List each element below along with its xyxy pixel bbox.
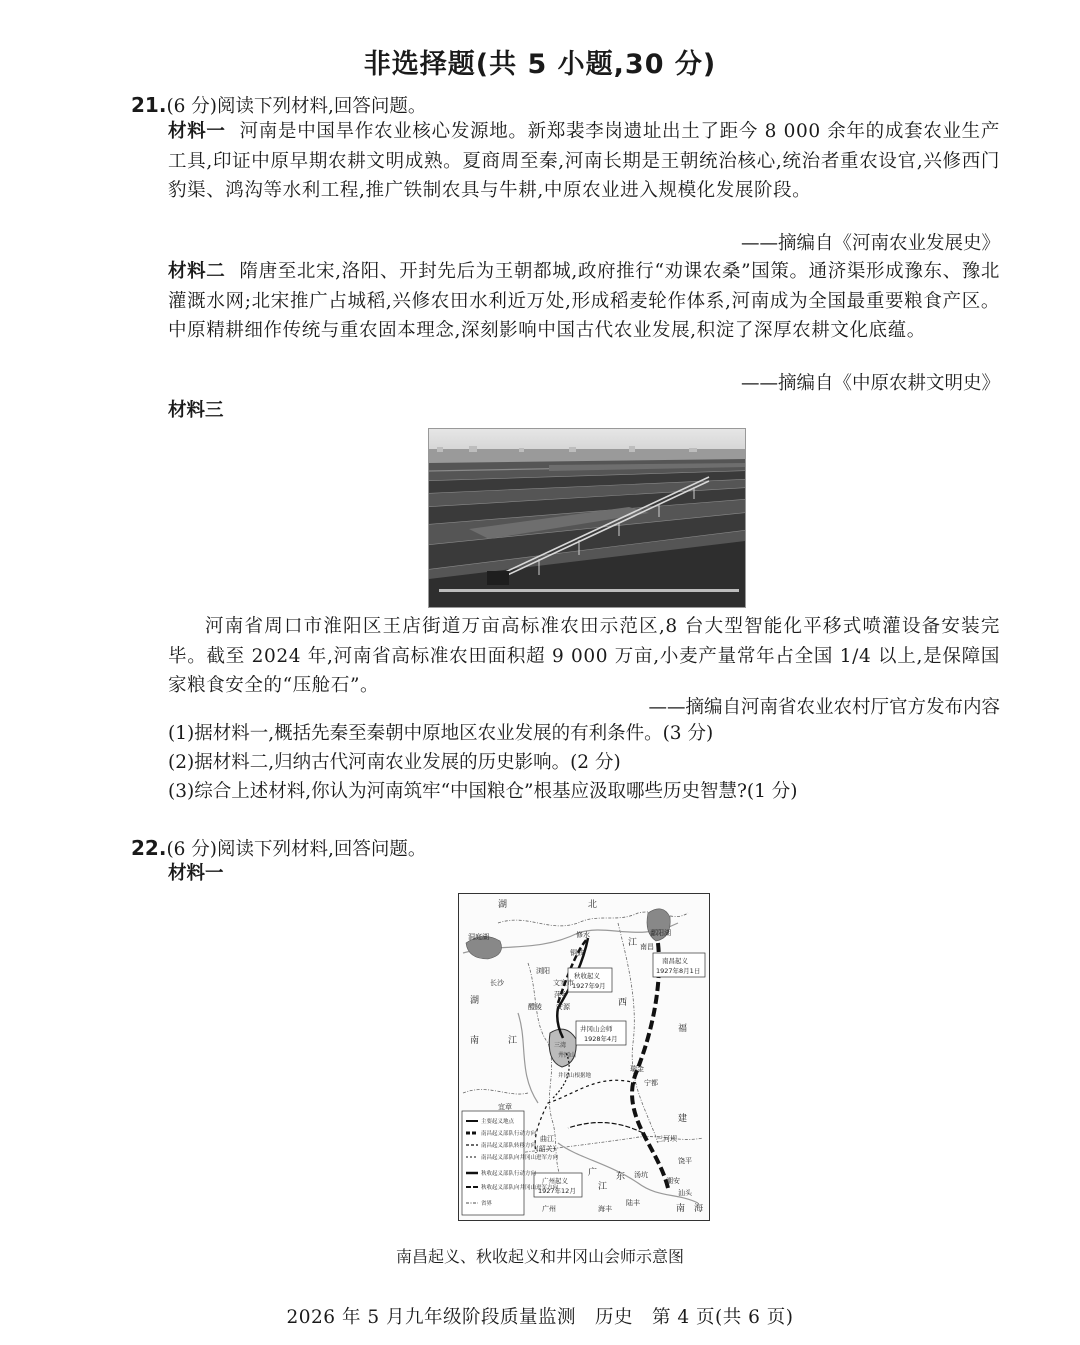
map-label-jiang3: 江 [598, 1182, 608, 1192]
callout-nanchang-title: 南昌起义 [662, 957, 688, 965]
q21-material1-source: ——摘编自《河南农业发展史》 [740, 233, 1000, 254]
legend-item-6: 秋收起义部队向井冈山进军方向 [481, 1185, 559, 1191]
map-label-pingxiang: 萍乡 [554, 991, 568, 999]
q21-material1-text: 河南是中国旱作农业核心发源地。新郑裴李岗遗址出土了距今 8 000 余年的成套农业生产工具,印证中原早期农耕文明成熟。夏商周至秦,河南长期是王朝统治核心,统治者重农设官,兴修西门豹渠、鸿沟等水利工程,推广铁制农具与牛耕,中原农业进入规模化发展阶段。 [168, 121, 1000, 201]
map-label-haifeng: 海丰 [598, 1205, 612, 1213]
q21-intro: (6 分)阅读下列材料,回答问题。 [166, 96, 427, 117]
map-label-sanheba: 三河坝 [656, 1135, 677, 1143]
map-label-changsha: 长沙 [490, 979, 504, 987]
callout-jgs-base: 井冈山根据地 [558, 1073, 592, 1079]
q21-material1-label: 材料一 [168, 121, 226, 142]
q22-material1-label-line [168, 860, 238, 888]
map-label-jiang: 江 [628, 938, 638, 948]
map-label-anyuan: 安源 [556, 1003, 570, 1011]
q21-material3-source: ——摘编自河南省农业农村厅官方发布内容 [648, 697, 1000, 718]
map-label-liuyang: 浏阳 [536, 967, 550, 975]
map-label-tangkeng: 汤坑 [634, 1171, 648, 1179]
map-label-chaoan: 潮安 [666, 1177, 680, 1185]
map-label-dong: 东 [616, 1172, 626, 1182]
map-label-hu: 湖 [470, 996, 480, 1006]
map-label-fu: 福 [678, 1024, 688, 1034]
legend-item-1: 主要起义地点 [481, 1119, 515, 1125]
map-label-dongting: 洞庭湖 [468, 933, 489, 941]
map-label-ruijin: 瑞金 [630, 1065, 644, 1073]
map-label-poyang: 鄱阳湖 [650, 929, 671, 937]
q22-material1-label: 材料一 [168, 863, 224, 884]
q21-material1 [168, 117, 1000, 206]
page-footer: 2026 年 5 月九年级阶段质量监测 历史 第 4 页(共 6 页) [286, 1307, 794, 1328]
map-label-xiushui: 修水 [576, 931, 590, 939]
map-label-guang: 广 [588, 1168, 598, 1178]
map-label-jian: 建 [678, 1114, 688, 1124]
map-label-nanchang: 南昌 [640, 943, 654, 951]
q22-intro: (6 分)阅读下列材料,回答问题。 [166, 839, 427, 860]
callout-gz-date: 1927年12月 [538, 1187, 576, 1195]
q22-number: 22. [131, 836, 167, 860]
map-label-shantou: 汕头 [678, 1189, 692, 1197]
callout-jgs-title: 井冈山会师 [580, 1025, 613, 1033]
q21-material2-label: 材料二 [168, 261, 226, 282]
map-label-hai: 海 [694, 1204, 704, 1214]
map-label-liling: 醴陵 [528, 1003, 542, 1011]
map-label-lufeng: 陆丰 [626, 1199, 640, 1207]
legend-item-3: 南昌起义部队转移方向 [481, 1143, 537, 1149]
section-title: 非选择题(共 5 小题,30 分) [363, 49, 717, 80]
farmland-photo [428, 428, 746, 608]
map-label-nan: 南 [470, 1036, 480, 1046]
callout-qiushou-date: 1927年9月 [572, 982, 606, 990]
map-label-guangzhou: 广州 [542, 1205, 556, 1213]
map-label-yizhang: 宜章 [498, 1103, 512, 1111]
q21-material3-text: 河南省周口市淮阳区王店街道万亩高标准农田示范区,8 台大型智能化平移式喷灌设备安装完毕。截至 2024 年,河南省高标准农田面积超 9 000 万亩,小麦产量常年占全国 1/4 以上,是保障国家粮食安全的“压舱石”。 [168, 616, 1000, 696]
map-label-jgs: 井冈山 [558, 1052, 577, 1059]
map-label-shaoguan: (韶关) [536, 1145, 556, 1153]
map-caption: 南昌起义、秋收起义和井冈山会师示意图 [395, 1247, 684, 1266]
map-label-hubei-1: 湖 [498, 900, 508, 910]
map-label-qujiang: 曲江 [540, 1135, 554, 1143]
callout-nanchang-date: 1927年8月1日 [656, 967, 701, 975]
map-label-nan2: 南 [676, 1204, 686, 1214]
callout-gz-title: 广州起义 [542, 1177, 568, 1185]
historical-map [458, 893, 710, 1221]
map-label-raoping: 饶平 [678, 1157, 692, 1165]
legend-item-5: 秋收起义部队行动方向 [481, 1171, 537, 1177]
q21-question-2: (2)据材料二,归纳古代河南农业发展的历史影响。(2 分) [168, 752, 621, 773]
map-label-wenjiashi: 文家市 [553, 979, 574, 987]
q21-material2-source: ——摘编自《中原农耕文明史》 [740, 373, 1000, 394]
map-label-ningdu: 宁都 [644, 1079, 658, 1087]
map-label-tonggu: 铜鼓 [570, 949, 584, 957]
legend-item-7: 省界 [481, 1201, 493, 1207]
map-label-hubei-2: 北 [588, 900, 598, 910]
map-label-jiang2: 江 [508, 1036, 518, 1046]
callout-qiushou-title: 秋收起义 [574, 972, 600, 980]
q21-material3-label-line [168, 397, 238, 425]
callout-jgs-date: 1928年4月 [584, 1035, 618, 1043]
q21-question-3: (3)综合上述材料,你认为河南筑牢“中国粮仓”根基应汲取哪些历史智慧?(1 分) [168, 781, 798, 802]
legend-item-4: 南昌起义部队向井冈山进军方向 [481, 1155, 559, 1161]
q21-material3-label: 材料三 [168, 400, 224, 421]
q21-number: 21. [131, 93, 167, 117]
q21-question-1: (1)据材料一,概括先秦至秦朝中原地区农业发展的有利条件。(3 分) [168, 723, 714, 744]
legend-item-2: 南昌起义部队行动方向 [481, 1131, 537, 1137]
q21-material2-text: 隋唐至北宋,洛阳、开封先后为王朝都城,政府推行“劝课农桑”国策。通济渠形成豫东、豫北灌溉水网;北宋推广占城稻,兴修农田水利近万处,形成稻麦轮作体系,河南成为全国最重要粮食产区。中原精耕细作传统与重农固本理念,深刻影响中国古代农业发展,积淀了深厚农耕文化底蕴。 [168, 261, 1000, 341]
q21-material2 [168, 257, 1000, 346]
map-label-xi: 西 [618, 998, 628, 1008]
map-label-sanwan: 三湾 [554, 1042, 567, 1049]
